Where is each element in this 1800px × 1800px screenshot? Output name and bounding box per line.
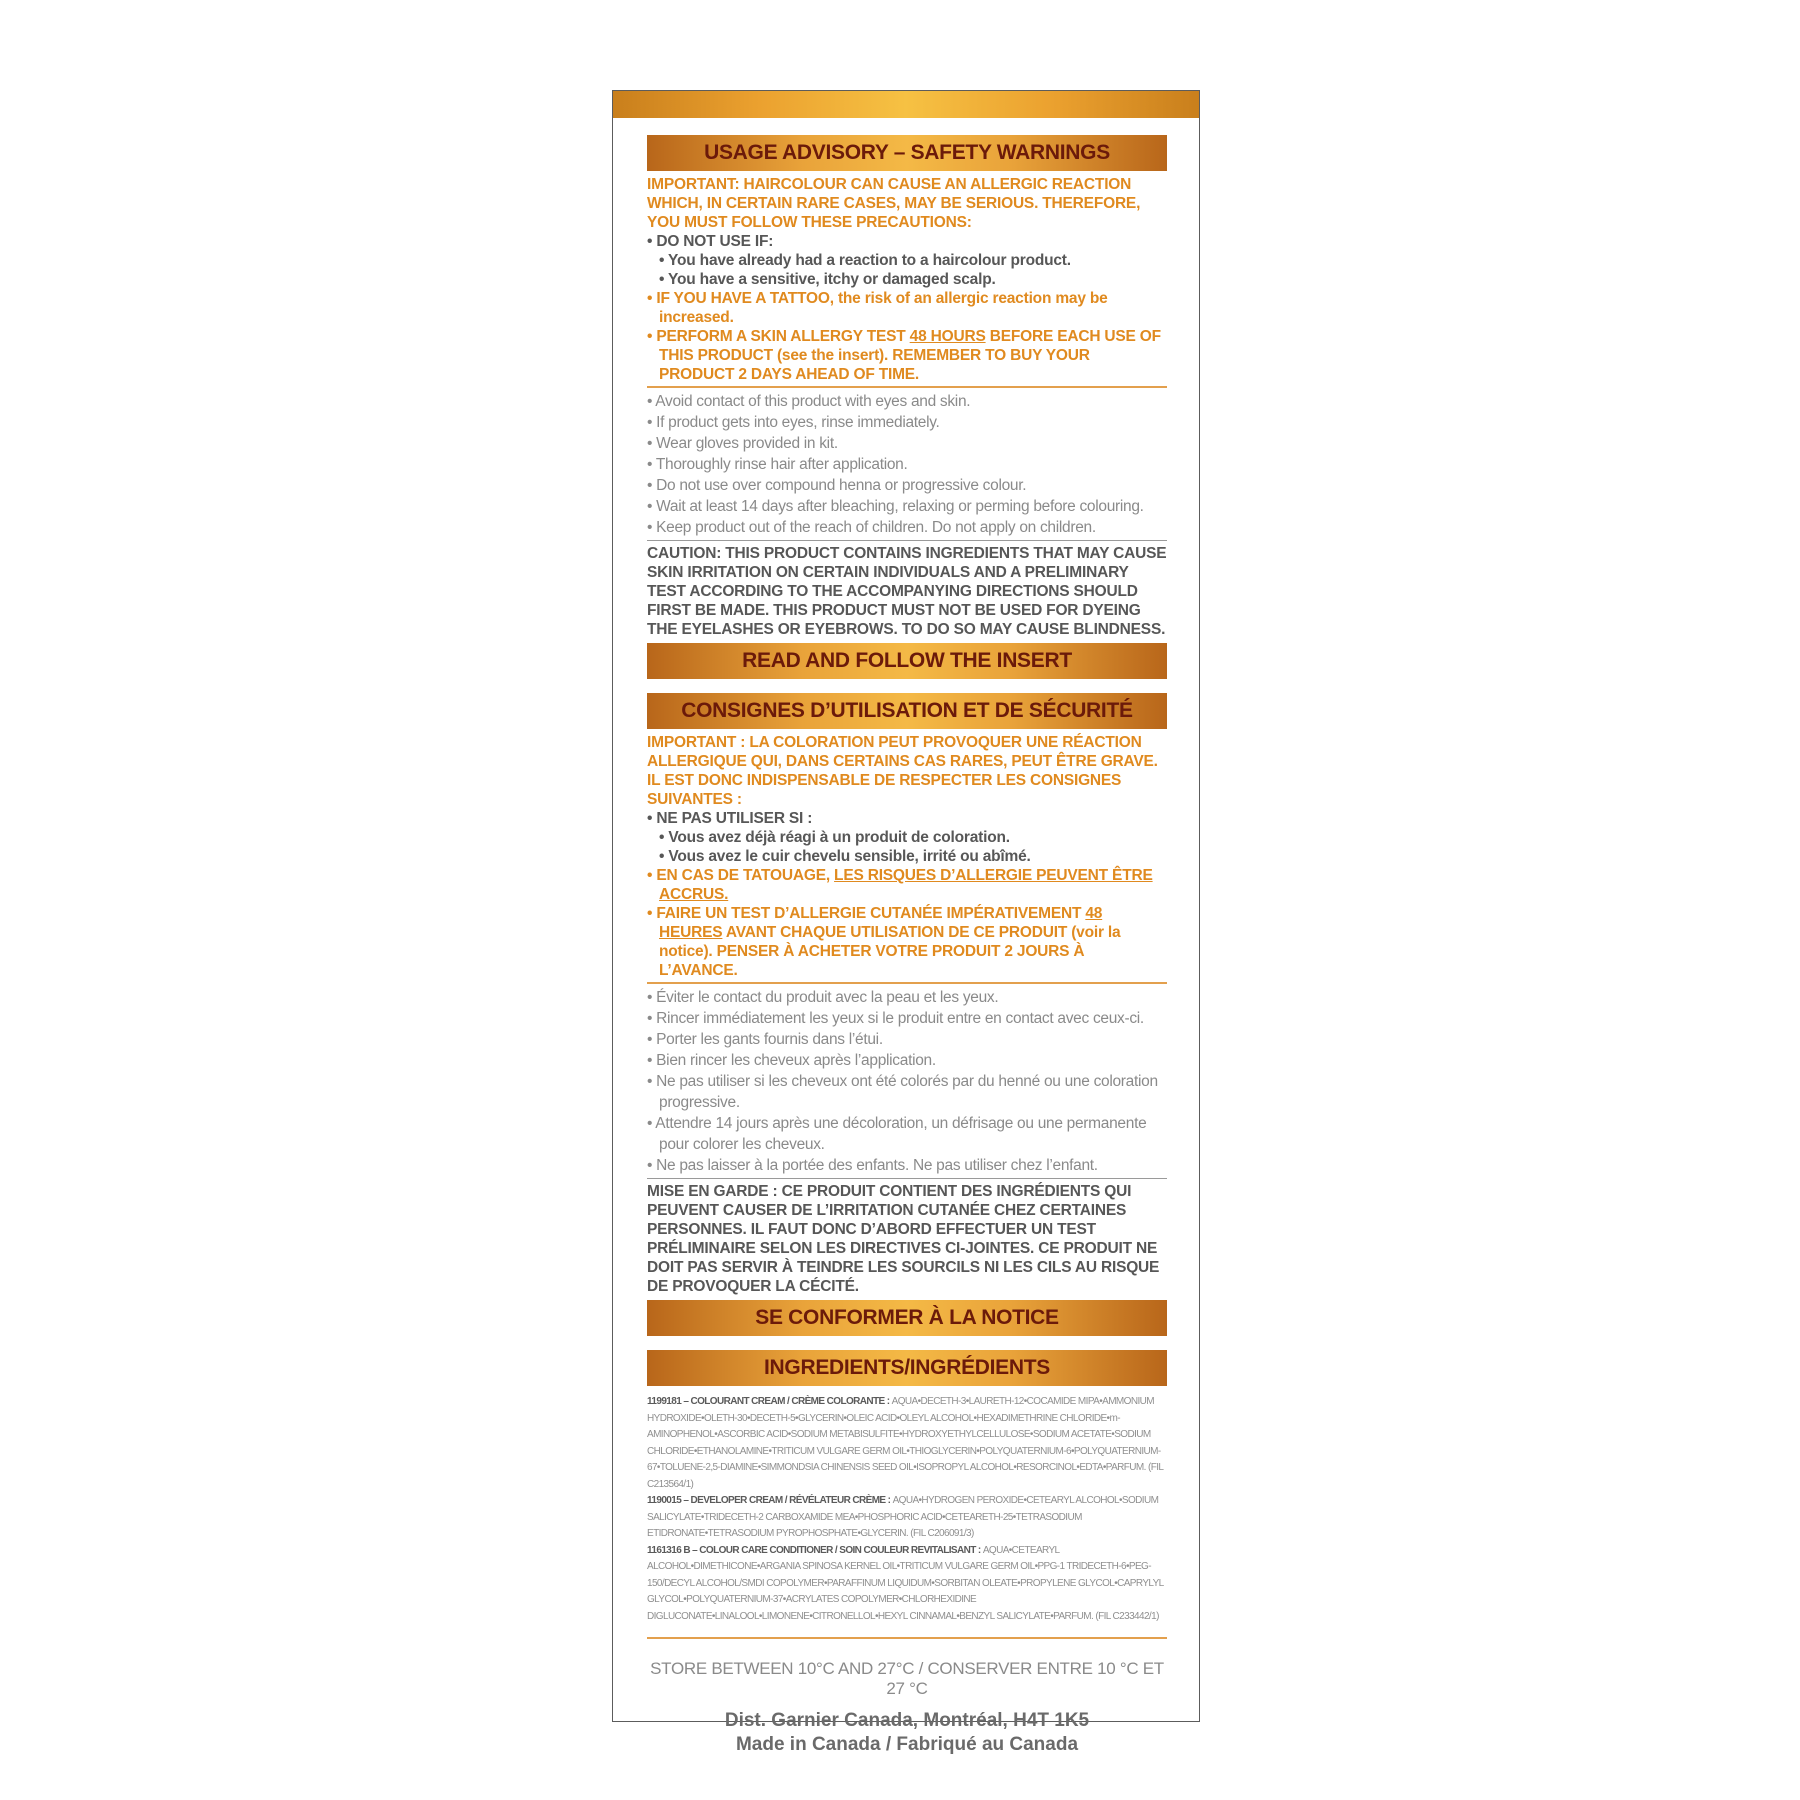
storage-instructions: STORE BETWEEN 10°C AND 27°C / CONSERVER ENTRE 10 °C ET 27 °C [650,1659,1164,1698]
ingredient-list [647,1493,1167,1543]
banner-consignes: CONSIGNES D’UTILISATION ET DE SÉCURITÉ [647,693,1167,729]
banner-ingredients: INGREDIENTS/INGRÉDIENTS [647,1350,1167,1386]
tattoo-lead: • IF YOU HAVE A TATTOO, [647,290,834,307]
tip-item: • Ne pas laisser à la portée des enfants. Ne pas utiliser chez l’enfant. [647,1157,1098,1174]
skin-test-warning-fr [647,904,1167,980]
tip-item: • Bien rincer les cheveux après l’application. [647,1052,936,1069]
divider [647,1178,1167,1179]
tattoo-rest: the risk of an allergic reaction may be increased. [659,290,1108,326]
skin-test-rest: AVANT CHAQUE UTILISATION DE CE PRODUIT (voir la notice). PENSER À ACHETER VOTRE PRODUIT 2 JOURS À L’AVANCE. [659,924,1121,979]
banner-read-insert: READ AND FOLLOW THE INSERT [647,643,1167,679]
tip-item: • Éviter le contact du produit avec la peau et les yeux. [647,989,999,1006]
tattoo-lead: • EN CAS DE TATOUAGE, [647,867,835,884]
skin-test-hours: 48 HEURES [659,905,1103,941]
tip-item: • Wait at least 14 days after bleaching, relaxing or perming before colouring. [647,498,1144,515]
product-panel [612,90,1200,1755]
distributor-info: Dist. Garnier Canada, Montréal, H4T 1K5 [724,1710,1090,1731]
ingredient-list [647,1543,1167,1626]
ingredient-text: AQUA•DECETH-3•LAURETH-12•COCAMIDE MIPA•AMMONIUM HYDROXIDE•OLETH-30•DECETH-5•GLYCERIN•OLEIC ACID•OLEYL ALCOHOL•HEXADIMETHRINE CHLORIDE•m-AMINOPHENOL•ASCORBIC ACID•SODIUM METABISULFITE•HYDROXYETHYLCELLULOSE•SODIUM ACETATE•SODIUM CHLORIDE•ETHANOLAMINE•TRITICUM VULGARE GERM OIL•THIOGLYCERIN•POLYQUATERNIUM-6•POLYQUATERNIUM-67•TOLUENE-2,5-DIAMINE•SIMMONDSIA CHINENSIS SEED OIL•ISOPROPYL ALCOHOL•RESORCINOL•EDTA•PARFUM. (FIL C213564/1) [647,1396,1163,1490]
tip-item: • If product gets into eyes, rinse immediately. [647,414,940,431]
ingredient-text: AQUA•CETEARYL ALCOHOL•DIMETHICONE•ARGANIA SPINOSA KERNEL OIL•TRITICUM VULGARE GERM OIL•PPG-1 TRIDECETH-6•PEG-150/DECYL ALCOHOL/SMDI COPOLYMER•PARAFFINUM LIQUIDUM•SORBITAN OLEATE•PROPYLENE GLYCOL•CAPRYLYL GLYCOL•POLYQUATERNIUM-37•ACRYLATES COPOLYMER•CHLORHEXIDINE DIGLUCONATE•LINALOOL•LIMONENE•CITRONELLOL•HEXYL CINNAMAL•BENZYL SALICYLATE•PARFUM. (FIL C233442/1) [647,1544,1164,1622]
divider [647,386,1167,388]
tattoo-rest: LES RISQUES D’ALLERGIE PEUVENT ÊTRE ACCRUS. [659,867,1153,903]
tip-item: • Wear gloves provided in kit. [647,435,838,452]
tip-item: • Avoid contact of this product with eyes and skin. [647,393,971,410]
banner-usage-advisory: USAGE ADVISORY – SAFETY WARNINGS [647,135,1167,171]
divider [647,540,1167,541]
do-not-use-heading-en: • DO NOT USE IF: [647,233,774,250]
important-warning-en: IMPORTANT: HAIRCOLOUR CAN CAUSE AN ALLERGIC REACTION WHICH, IN CERTAIN RARE CASES, MAY BE SERIOUS. THEREFORE, YOU MUST FOLLOW THESE PRECAUTIONS: [647,176,1141,231]
important-warning-fr: IMPORTANT : LA COLORATION PEUT PROVOQUER UNE RÉACTION ALLERGIQUE QUI, DANS CERTAINS CAS RARES, PEUT ÊTRE GRAVE. IL EST DONC INDISPENSABLE DE RESPECTER LES CONSIGNES SUIVANTES : [647,734,1158,808]
reason-item: • You have already had a reaction to a haircolour product. [659,252,1071,269]
skin-test-warning-en [647,327,1167,384]
ingredient-text: AQUA•HYDROGEN PEROXIDE•CETEARYL ALCOHOL•SODIUM SALICYLATE•TRIDECETH-2 CARBOXAMIDE MEA•PHOSPHORIC ACID•CETEARETH-25•TETRASODIUM ETIDRONATE•TETRASODIUM PYROPHOSPHATE•GLYCERIN. (FIL C206091/3) [647,1495,1159,1539]
banner-conformer-notice: SE CONFORMER À LA NOTICE [647,1300,1167,1336]
tip-item: • Ne pas utiliser si les cheveux ont été colorés par du henné ou une coloration progressive. [647,1073,1158,1111]
tattoo-warning-fr [647,866,1167,904]
reason-item: • Vous avez le cuir chevelu sensible, irrité ou abîmé. [659,848,1031,865]
tip-item: • Rincer immédiatement les yeux si le produit entre en contact avec ceux-ci. [647,1010,1144,1027]
tip-item: • Do not use over compound henna or progressive colour. [647,477,1027,494]
divider [647,982,1167,984]
made-in-canada: Made in Canada / Fabriqué au Canada [735,1734,1079,1755]
reason-item: • You have a sensitive, itchy or damaged scalp. [659,271,996,288]
skin-test-lead: • FAIRE UN TEST D’ALLERGIE CUTANÉE IMPÉRATIVEMENT [647,905,1086,922]
tattoo-warning-en [647,289,1167,327]
divider [647,1637,1167,1639]
reason-item: • Vous avez déjà réagi à un produit de coloration. [659,829,1010,846]
skin-test-hours: 48 HOURS [909,328,986,345]
tip-item: • Porter les gants fournis dans l’étui. [647,1031,883,1048]
tip-item: • Attendre 14 jours après une décoloration, un défrisage ou une permanente pour colorer les cheveux. [647,1115,1147,1153]
ingredient-label: 1199181 – COLOURANT CREAM / CRÈME COLORANTE : [647,1396,892,1407]
caution-text-fr: MISE EN GARDE : CE PRODUIT CONTIENT DES INGRÉDIENTS QUI PEUVENT CAUSER DE L’IRRITATION CUTANÉE CHEZ CERTAINES PERSONNES. IL FAUT DONC D’ABORD EFFECTUER UN TEST PRÉLIMINAIRE SELON LES DIRECTIVES CI-JOINTES. CE PRODUIT NE DOIT PAS SERVIR À TEINDRE LES SOURCILS NI LES CILS AU RISQUE DE PROVOQUER LA CÉCITÉ. [647,1183,1160,1295]
skin-test-lead: • PERFORM A SKIN ALLERGY TEST [647,328,910,345]
skin-test-rest: BEFORE EACH USE OF THIS PRODUCT (see the insert). REMEMBER TO BUY YOUR PRODUCT 2 DAYS AHEAD OF TIME. [659,328,1161,383]
do-not-use-heading-fr: • NE PAS UTILISER SI : [647,810,813,827]
ingredient-label: 1190015 – DEVELOPER CREAM / RÉVÉLATEUR CRÈME : [647,1495,893,1506]
panel-content [647,135,1167,1757]
ingredient-list [647,1394,1167,1493]
tip-item: • Thoroughly rinse hair after application. [647,456,908,473]
top-gold-strip [613,91,1199,118]
ingredient-label: 1161316 B – COLOUR CARE CONDITIONER / SOIN COULEUR REVITALISANT : [647,1544,983,1556]
tip-item: • Keep product out of the reach of children. Do not apply on children. [647,519,1096,536]
caution-text-en: CAUTION: THIS PRODUCT CONTAINS INGREDIENTS THAT MAY CAUSE SKIN IRRITATION ON CERTAIN INDIVIDUALS AND A PRELIMINARY TEST ACCORDING TO THE ACCOMPANYING DIRECTIONS SHOULD FIRST BE MADE. THIS PRODUCT MUST NOT BE USED FOR DYEING THE EYELASHES OR EYEBROWS. TO DO SO MAY CAUSE BLINDNESS. [647,545,1167,638]
